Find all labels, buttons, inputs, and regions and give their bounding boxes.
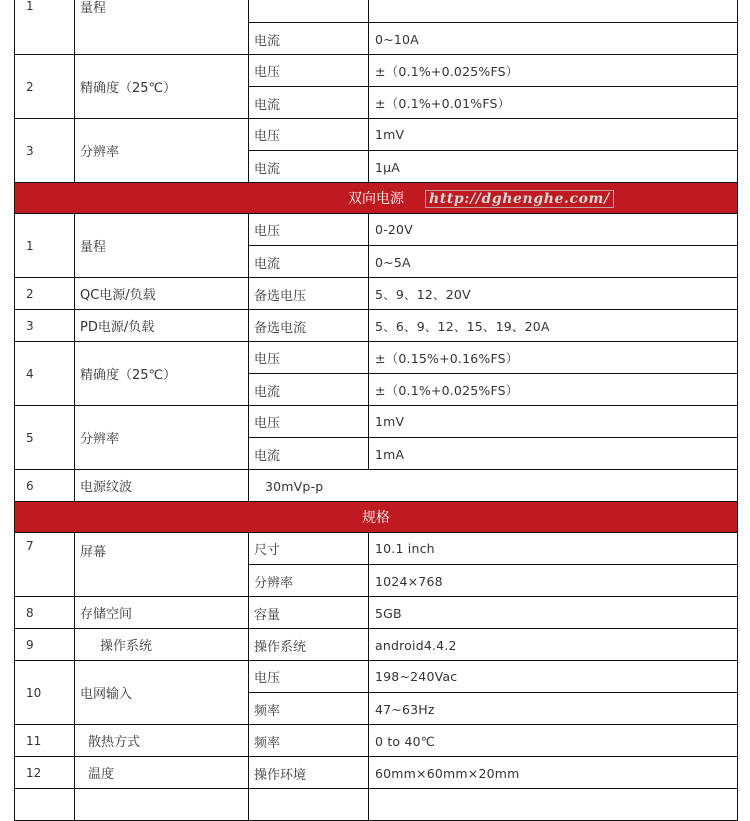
- sub-label: 电流: [254, 161, 281, 177]
- row-number: 8: [15, 597, 75, 628]
- table-row: [14, 533, 738, 597]
- sub-label-column: [249, 789, 369, 820]
- sub-label: 电流: [254, 384, 281, 400]
- row-name: 精确度（25℃）: [75, 55, 249, 118]
- sub-label: 电压: [249, 661, 368, 693]
- table-row: [14, 661, 738, 725]
- sub-label-column: [249, 278, 369, 309]
- sub-label: 电压: [249, 406, 368, 438]
- sub-label: 电流: [254, 448, 281, 464]
- row-number: 10: [15, 661, 75, 724]
- value-column: [369, 119, 737, 182]
- row-number: 6: [15, 470, 75, 501]
- sub-value: 0-20V: [369, 214, 737, 246]
- value-column: [369, 629, 737, 660]
- sub-label: 电压: [249, 342, 368, 374]
- sub-value: 47~63Hz: [375, 701, 435, 717]
- value-column: [369, 533, 737, 596]
- sub-value: 30mVp-p: [265, 478, 324, 494]
- row-name: 电源纹波: [75, 470, 249, 501]
- table-row: [14, 342, 738, 406]
- sub-value: 0~5A: [375, 254, 411, 270]
- row-name: PD电源/负载: [75, 310, 249, 341]
- row-name: 分辨率: [75, 119, 249, 182]
- sub-value: 1024×768: [375, 573, 443, 589]
- sub-value: 1mV: [369, 119, 737, 151]
- table-row: [14, 214, 738, 278]
- row-name: 存储空间: [75, 597, 249, 628]
- sub-value: 10.1 inch: [369, 533, 737, 565]
- row-name: 量程: [75, 0, 249, 54]
- table-row: [14, 0, 738, 55]
- value-column: [369, 789, 737, 820]
- sub-label: 尺寸: [249, 533, 368, 565]
- table-row: [14, 406, 738, 470]
- row-number: 9: [15, 629, 75, 660]
- row-name: 精确度（25℃）: [75, 342, 249, 405]
- sub-value: 1mA: [375, 446, 405, 462]
- sub-label: 分辨率: [254, 575, 294, 591]
- table-row: [14, 119, 738, 183]
- sub-value: ±（0.1%+0.025%FS）: [375, 383, 519, 398]
- row-number: 3: [15, 119, 75, 182]
- watermark: http://dghenghe.com/: [425, 190, 614, 208]
- row-number: 7: [15, 533, 75, 596]
- sub-label-column: [249, 725, 369, 756]
- value-column: [369, 214, 737, 277]
- sub-label-column: [249, 597, 369, 628]
- sub-value: ±（0.1%+0.01%FS）: [375, 96, 511, 111]
- sub-value: 0 to 40℃: [375, 733, 435, 749]
- sub-label: 备选电压: [254, 288, 307, 304]
- sub-label-column: [249, 0, 369, 54]
- sub-label-column: [249, 757, 369, 788]
- value-column: [369, 725, 737, 756]
- sub-label: 频率: [254, 735, 281, 751]
- table-row: [14, 629, 738, 661]
- value-column: [369, 0, 737, 54]
- section-title: 双向电源: [348, 191, 404, 207]
- sub-value: 5GB: [375, 605, 402, 621]
- sub-label: 电压: [249, 214, 368, 246]
- sub-value: ±（0.15%+0.16%FS）: [369, 342, 737, 374]
- row-name: QC电源/负载: [75, 278, 249, 309]
- row-name: 量程: [75, 214, 249, 277]
- sub-label: 备选电流: [254, 320, 307, 336]
- row-name: 操作系统: [75, 629, 249, 660]
- row-number: 3: [15, 310, 75, 341]
- row-number: 12: [15, 757, 75, 788]
- value-column: [369, 310, 737, 341]
- sub-label-column: [249, 55, 369, 118]
- row-name: 散热方式: [75, 725, 249, 756]
- sub-value: 0~10A: [375, 31, 419, 47]
- value-column: [369, 342, 737, 405]
- sub-label-column: [249, 629, 369, 660]
- row-name: 屏幕: [75, 533, 249, 596]
- sub-label-column: [249, 119, 369, 182]
- section-title: 规格: [362, 510, 390, 526]
- sub-label-column: [249, 342, 369, 405]
- row-number: 1: [15, 214, 75, 277]
- spec-table: [14, 0, 738, 821]
- sub-label: 操作系统: [254, 639, 307, 655]
- row-number: 2: [15, 278, 75, 309]
- sub-label: [249, 789, 368, 821]
- row-number: 1: [15, 0, 75, 54]
- sub-value: 60mm×60mm×20mm: [375, 765, 520, 781]
- row-number: 4: [15, 342, 75, 405]
- sub-label: 容量: [254, 607, 281, 623]
- sub-label-column: [249, 661, 369, 724]
- sub-value: 198~240Vac: [369, 661, 737, 693]
- table-row: [14, 310, 738, 342]
- row-number: 11: [15, 725, 75, 756]
- sub-label: 电流: [254, 97, 281, 113]
- sub-label-column: [249, 214, 369, 277]
- sub-label: 电压: [249, 55, 368, 87]
- value-column: [369, 278, 737, 309]
- row-name: [75, 789, 249, 820]
- sub-value: 1μA: [375, 159, 401, 175]
- row-name: 分辨率: [75, 406, 249, 469]
- table-row: [14, 597, 738, 629]
- section-header: [14, 502, 738, 533]
- table-row: [14, 278, 738, 310]
- row-number: 2: [15, 55, 75, 118]
- sub-value: 5、9、12、20V: [375, 287, 471, 302]
- sub-label-column: [249, 533, 369, 596]
- sub-label: 电压: [249, 119, 368, 151]
- value-column: [369, 55, 737, 118]
- sub-label: 频率: [254, 703, 281, 719]
- sub-value: 5、6、9、12、15、19、20A: [375, 319, 550, 334]
- value-column: [369, 757, 737, 788]
- sub-value: android4.4.2: [375, 637, 457, 653]
- table-row: [14, 789, 738, 821]
- table-row: [14, 725, 738, 757]
- sub-label: 电流: [254, 33, 281, 49]
- table-row: [14, 470, 738, 502]
- row-number: 5: [15, 406, 75, 469]
- sub-value: ±（0.1%+0.025%FS）: [369, 55, 737, 87]
- sub-value: [369, 789, 737, 821]
- sub-label-column: [249, 310, 369, 341]
- sub-label: 操作环境: [254, 767, 307, 783]
- value-column: [369, 597, 737, 628]
- value-column: [369, 661, 737, 724]
- value-column: [251, 470, 737, 501]
- table-row: [14, 757, 738, 789]
- section-header: [14, 183, 738, 214]
- row-number: [15, 789, 75, 820]
- sub-label-column: [249, 406, 369, 469]
- value-column: [369, 406, 737, 469]
- row-name: 电网输入: [75, 661, 249, 724]
- table-row: [14, 55, 738, 119]
- sub-value: 1mV: [369, 406, 737, 438]
- sub-value: [369, 0, 737, 23]
- sub-label: [249, 0, 368, 23]
- sub-label: 电流: [254, 256, 281, 272]
- row-name: 温度: [75, 757, 249, 788]
